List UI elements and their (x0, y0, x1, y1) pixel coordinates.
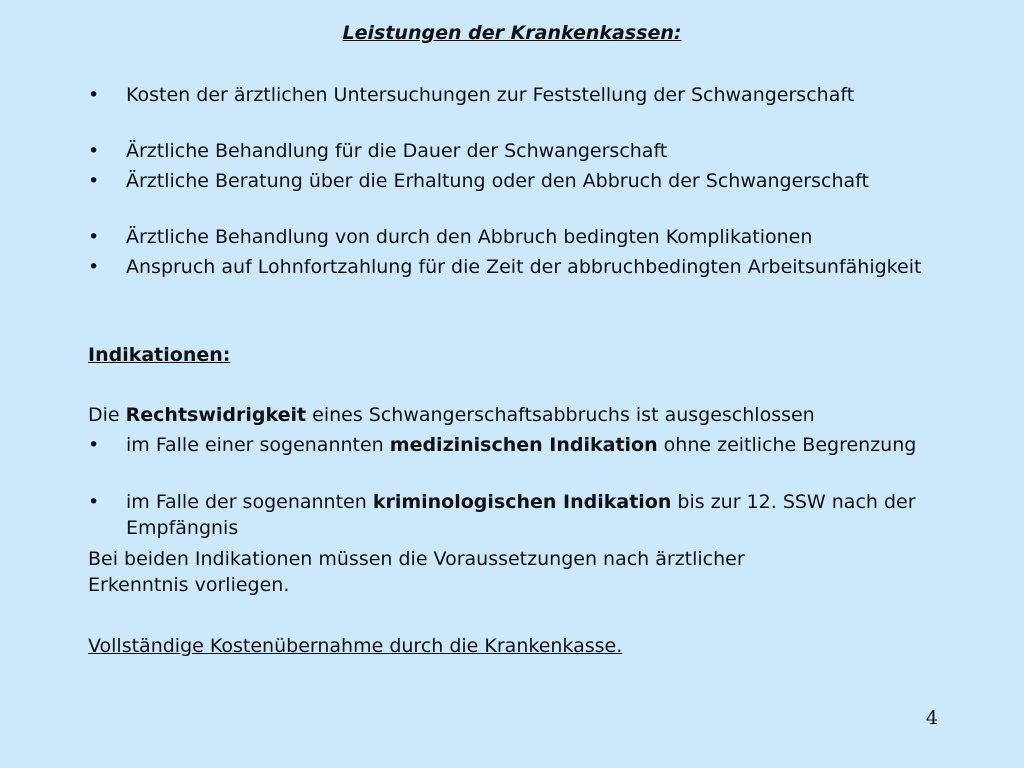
bullet-icon: • (88, 84, 100, 106)
bullet-icon: • (88, 256, 100, 278)
list-item-text: Ärztliche Behandlung für die Dauer der Schwangerschaft (126, 140, 668, 162)
slide-title: Leistungen der Krankenkassen: (342, 22, 682, 44)
indikationen-heading: Indikationen: (88, 344, 231, 366)
page-number: 4 (925, 707, 938, 729)
cost-note: Vollständige Kostenübernahme durch die Krankenkasse. (88, 635, 623, 657)
list-item-text: Ärztliche Beratung über die Erhaltung oder den Abbruch der Schwangerschaft (126, 170, 869, 192)
bullet-icon: • (88, 434, 100, 456)
indikation-post: bis zur 12. SSW nach der Empfängnis (126, 491, 916, 539)
indikation-post: ohne zeitliche Begrenzung (657, 434, 917, 456)
bullet-icon: • (88, 226, 100, 248)
intro-pre: Die (88, 404, 126, 426)
conclusion-text: Bei beiden Indikationen müssen die Voraussetzungen nach ärztlicher Erkenntnis vorliegen. (88, 548, 745, 596)
list-item-text (126, 489, 941, 541)
indikation-pre: im Falle der sogenannten (126, 491, 373, 513)
indikation-bold: medizinischen Indikation (389, 434, 658, 456)
intro-bold: Rechtswidrigkeit (125, 404, 307, 426)
list-item-text: Kosten der ärztlichen Untersuchungen zur Feststellung der Schwangerschaft (126, 84, 855, 106)
list-item-text: Anspruch auf Lohnfortzahlung für die Zeit der abbruchbedingten Arbeitsunfähigkeit (126, 256, 922, 278)
intro-post: eines Schwangerschaftsabbruchs ist ausgeschlossen (306, 404, 815, 426)
bullet-icon: • (88, 140, 100, 162)
indikation-bold: kriminologischen Indikation (372, 491, 672, 513)
bullet-icon: • (88, 170, 100, 192)
list-item-text: Ärztliche Behandlung von durch den Abbruch bedingten Komplikationen (126, 226, 813, 248)
list-item-text (126, 432, 941, 458)
indikation-pre: im Falle einer sogenannten (126, 434, 390, 456)
bullet-icon: • (88, 491, 100, 513)
intro-line (88, 402, 968, 428)
